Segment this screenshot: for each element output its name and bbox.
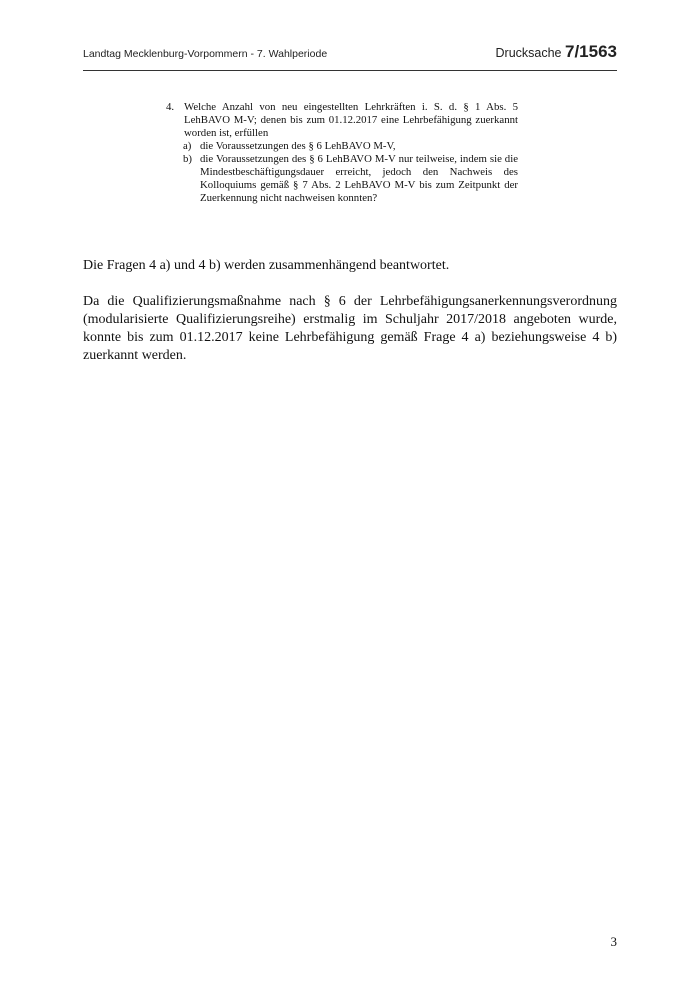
- question-item-b: [183, 153, 518, 205]
- answer-paragraph: Die Fragen 4 a) und 4 b) werden zusammenhängend beantwortet.: [83, 258, 450, 273]
- question-text: Welche Anzahl von neu eingestellten Lehrkräften i. S. d. § 1 Abs. 5 LehBAVO M-V; denen bis zum 01.12.2017 eine Lehrbefähigung zuerkannt worden ist, erfüllen: [184, 101, 518, 139]
- question-row: [166, 101, 518, 140]
- answer-block: [83, 257, 617, 365]
- header-document-reference: [496, 42, 617, 62]
- question-item-text: die Voraussetzungen des § 6 LehBAVO M-V nur teilweise, indem sie die Mindestbeschäftigungsdauer erreicht, jedoch den Nachweis des Kolloquiums gemäß § 7 Abs. 2 LehBAVO M-V bis zum Zeitpunkt der Zuerkennung nicht nachweisen konnten?: [200, 153, 518, 204]
- question-item-text: die Voraussetzungen des § 6 LehBAVO M-V,: [200, 140, 396, 152]
- page-number: 3: [610, 934, 617, 949]
- header-document-label: Drucksache: [495, 46, 562, 60]
- header-document-number: 7/1563: [565, 42, 617, 61]
- question-number: 4.: [166, 101, 175, 113]
- page-header: [83, 40, 617, 71]
- question-block: [166, 101, 518, 205]
- question-item-a: [183, 140, 518, 153]
- question-item-label: b): [183, 153, 192, 165]
- question-item-label: a): [183, 140, 192, 152]
- header-parliament-title: Landtag Mecklenburg-Vorpommern - 7. Wahlperiode: [83, 48, 328, 60]
- answer-paragraph: Da die Qualifizierungsmaßnahme nach § 6 der Lehrbefähigungsanerkennungsverordnung (modularisierte Qualifizierungsreihe) erstmalig im Schuljahr 2017/2018 angeboten wurde, konnte bis zum 01.12.2017 keine Lehrbefähigung gemäß Frage 4 a) beziehungsweise 4 b) zuerkannt werden.: [83, 294, 617, 363]
